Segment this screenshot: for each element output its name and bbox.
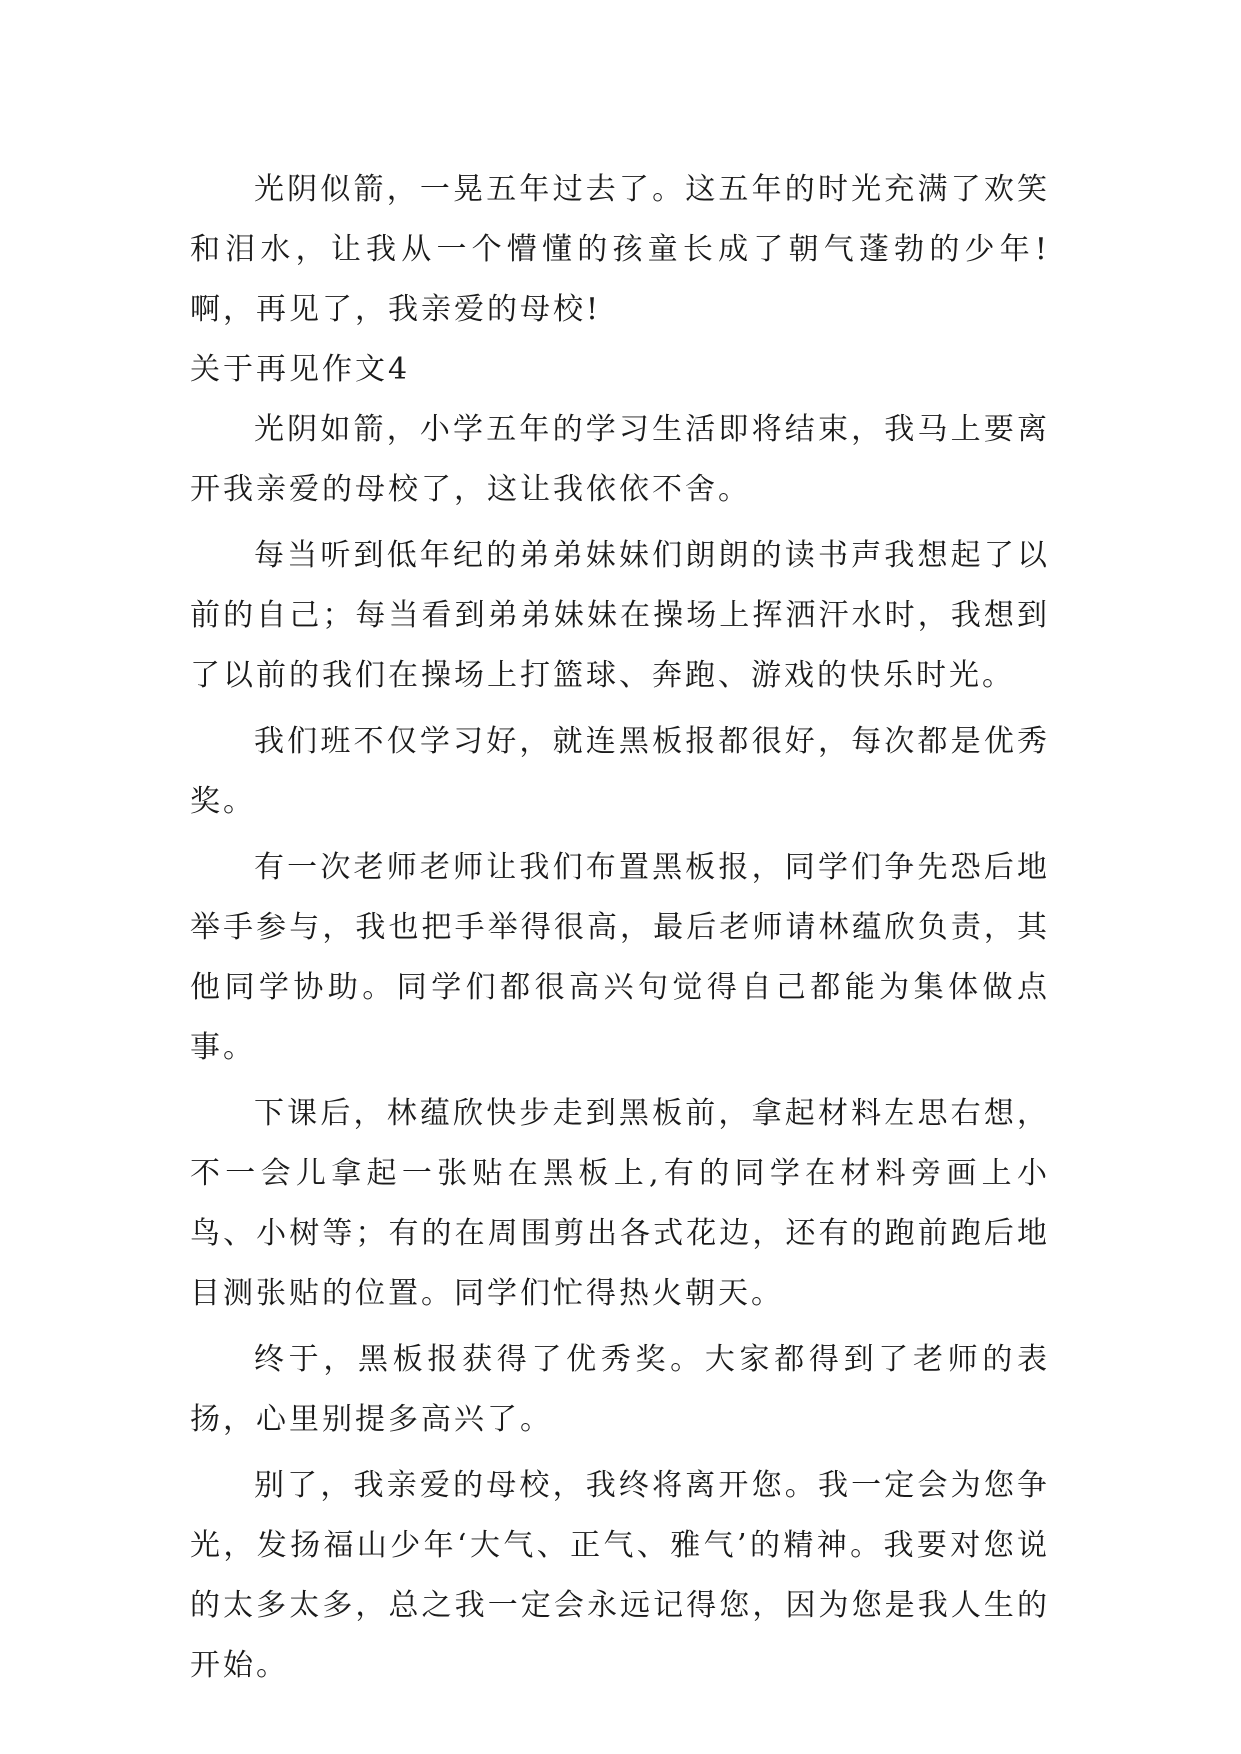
document-body [190,160,1050,1696]
paragraph: 有一次老师老师让我们布置黑板报，同学们争先恐后地举手参与，我也把手举得很高，最后老师请林蕴欣负责，其他同学协助。同学们都很高兴句觉得自己都能为集体做点事。 [190,850,1050,1065]
paragraph: 下课后，林蕴欣快步走到黑板前，拿起材料左思右想，不一会儿拿起一张贴在黑板上,有的同学在材料旁画上小鸟、小树等；有的在周围剪出各式花边，还有的跑前跑后地目测张贴的位置。同学们忙得热火朝天。 [190,1096,1050,1311]
section-heading: 关于再见作文4 [190,352,411,387]
paragraph: 别了，我亲爱的母校，我终将离开您。我一定会为您争光，发扬福山少年‘大气、正气、雅气’的精神。我要对您说的太多太多，总之我一定会永远记得您，因为您是我人生的开始。 [190,1468,1050,1683]
paragraph: 每当听到低年纪的弟弟妹妹们朗朗的读书声我想起了以前的自己；每当看到弟弟妹妹在操场上挥洒汗水时，我想到了以前的我们在操场上打篮球、奔跑、游戏的快乐时光。 [190,538,1050,693]
paragraph: 光阴似箭，一晃五年过去了。这五年的时光充满了欢笑和泪水，让我从一个懵懂的孩童长成了朝气蓬勃的少年!啊，再见了，我亲爱的母校! [190,172,1050,327]
paragraph: 终于，黑板报获得了优秀奖。大家都得到了老师的表扬，心里别提多高兴了。 [190,1342,1050,1437]
paragraph: 光阴如箭，小学五年的学习生活即将结束，我马上要离开我亲爱的母校了，这让我依依不舍。 [190,412,1050,507]
paragraph: 我们班不仅学习好，就连黑板报都很好，每次都是优秀奖。 [190,724,1050,819]
